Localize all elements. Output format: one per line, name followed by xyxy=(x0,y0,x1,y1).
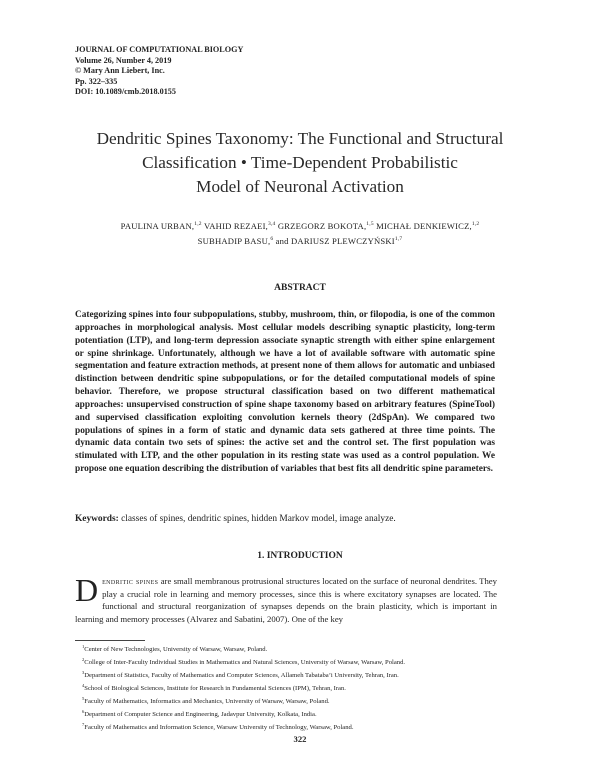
journal-doi: DOI: 10.1089/cmb.2018.0155 xyxy=(75,87,176,96)
intro-lead: endritic spines xyxy=(102,576,159,586)
title-line-2-b: Time-Dependent Probabilistic xyxy=(250,153,458,172)
footnote: $^4$School of Biological Sciences, Institute for Research in Fundamental Sciences (IPM), Tehran, Iran. xyxy=(82,682,346,693)
journal-header xyxy=(75,45,243,98)
title-bullet: • xyxy=(240,153,247,172)
footnote: $^5$Faculty of Mathematics, Informatics and Mechanics, University of Warsaw, Warsaw, Poland. xyxy=(82,695,330,706)
footnote: $^7$Faculty of Mathematics and Information Science, Warsaw University of Technology, Warsaw, Poland. xyxy=(82,721,354,732)
author: MICHAŁ DENKIEWICZ,$^{1,2}$ xyxy=(376,220,480,231)
intro-body: are small membranous protrusional structures located on the surface of neuronal dendrites. They play a crucial role in learning and memory processes, since this is where excitatory synapses are located. The functional and structural reorganization of synapses depends on the brain plasticity, which is important in learning and memory processes (Alvarez and Sabatini, 2007). One of the key xyxy=(75,576,497,624)
journal-name: JOURNAL OF COMPUTATIONAL BIOLOGY xyxy=(75,45,244,54)
abstract-heading: ABSTRACT xyxy=(274,283,326,293)
keywords-text: classes of spines, dendritic spines, hidden Markov model, image analyze. xyxy=(121,514,396,524)
footnote-rule xyxy=(75,640,145,641)
author: PAULINA URBAN,$^{1,2}$ xyxy=(120,220,202,231)
abstract-text: Categorizing spines into four subpopulations, stubby, mushroom, thin, or filopodia, is one of the common approaches in morphological analysis. Most cellular models describing synaptic plasticity, long-term potentiation (LTP), and long-term depression associate synaptic strength with either spine enlargement or spine shrinkage. Unfortunately, although we have a lot of available software with automatic spine segmentation and feature extraction methods, at present none of them allows for automatic and unbiased distinction between dendritic spine subpopulations, or for the detailed computational models of spine behavior. Therefore, we propose structural classification based on two different mathematical approaches: unsupervised construction of spine shape taxonomy based on arbitrary features (SpineTool) and supervised classification exploiting convolution kernels theory (2dSpAn). We compared two populations of spines in a form of static and dynamic data sets gathered at three time points. The dynamic data contain two sets of spines: the active set and the control set. The first population was stimulated with LTP, and the other population in its resting state was used as a control population. We propose one equation describing the distribution of variables that best fits all dendritic spine parameters. xyxy=(75,310,495,475)
author-list xyxy=(40,218,560,248)
keywords-label: Keywords: xyxy=(75,514,119,524)
author: SUBHADIP BASU,$^6$ xyxy=(197,235,274,246)
introduction-text xyxy=(75,572,497,625)
author: VAHID REZAEI,$^{3,4}$ xyxy=(203,220,276,231)
author: and DARIUSZ PLEWCZYŃSKI$^{1,7}$ xyxy=(275,235,403,246)
footnote: $^3$Department of Statistics, Faculty of Mathematics and Computer Sciences, Allameh Tabataba’i University, Tehran, Iran. xyxy=(82,669,399,680)
footnote: $^6$Department of Computer Science and Engineering, Jadavpur University, Kolkata, India. xyxy=(82,708,317,719)
journal-pages: Pp. 322–335 xyxy=(75,76,118,86)
footnotes xyxy=(82,642,522,733)
introduction-heading: 1. INTRODUCTION xyxy=(257,551,343,561)
journal-copyright: © Mary Ann Liebert, Inc. xyxy=(75,66,165,75)
title-line-2 xyxy=(40,151,560,175)
page-number: 322 xyxy=(293,734,307,744)
footnote: $^1$Center of New Technologies, University of Warsaw, Warsaw, Poland. xyxy=(82,644,268,654)
author: GRZEGORZ BOKOTA,$^{1,5}$ xyxy=(277,220,374,231)
paper-title xyxy=(40,127,560,199)
dropcap: D xyxy=(75,572,99,608)
title-line-1: Dendritic Spines Taxonomy: The Functional and Structural xyxy=(96,129,504,148)
title-line-3: Model of Neuronal Activation xyxy=(196,177,404,196)
title-line-2-a: Classification xyxy=(142,153,237,172)
keywords xyxy=(75,513,515,525)
journal-volume: Volume 26, Number 4, 2019 xyxy=(75,55,172,65)
footnote: $^2$College of Inter-Faculty Individual Studies in Mathematics and Natural Sciences, University of Warsaw, Warsaw, Poland. xyxy=(82,656,406,667)
